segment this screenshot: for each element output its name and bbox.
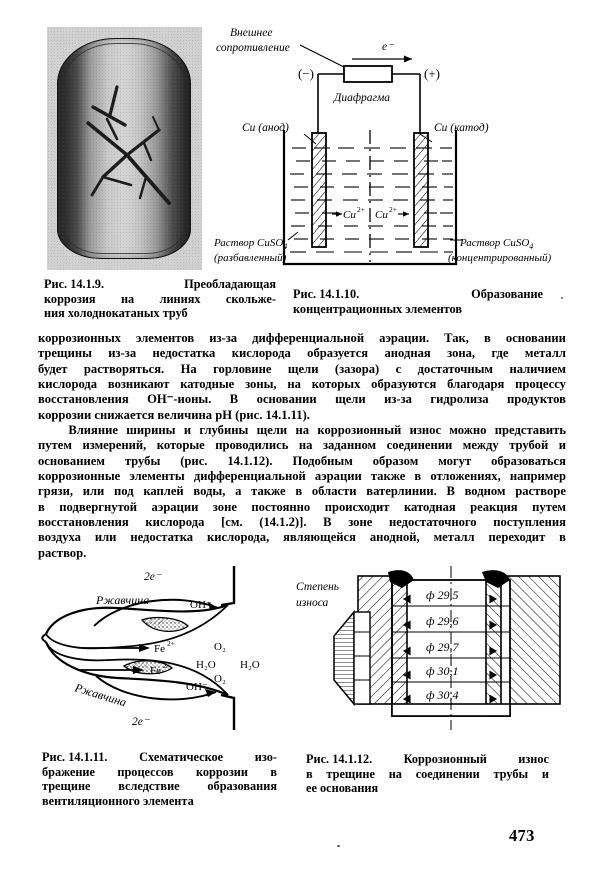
photo-frame	[47, 27, 202, 270]
solution-right-line1: Раствор CuSO	[460, 237, 530, 249]
water-right-label: H₂O	[240, 659, 260, 671]
diameter-label-3: ф 29,7	[426, 640, 459, 654]
concentration-cell-svg	[212, 18, 582, 273]
solution-left-label	[213, 232, 298, 264]
svg-text:Раствор CuSO4	[213, 237, 287, 251]
body-text	[38, 331, 566, 561]
terminal-negative-label: (−)	[298, 66, 314, 81]
diameter-label-5: ф 30,4	[426, 688, 459, 702]
metal-wall-top	[221, 566, 234, 605]
cathode-electrode	[414, 133, 428, 247]
iron-ion-top-charge: 2+	[167, 639, 175, 648]
svg-text:Раствор CuSO4	[459, 237, 533, 251]
diaphragm-label: Диафрагма	[334, 92, 391, 104]
caption-figure-14-1-12: Рис. 14.1.12. Коррозионный износ в трещине на соединении трубы и ее основания	[306, 752, 549, 796]
cu-ion-right-charge: 2+	[389, 205, 397, 214]
anode-electrode	[312, 133, 326, 247]
electron-flow-label: e⁻	[382, 41, 394, 53]
metal-wall-bottom	[221, 695, 234, 730]
cathode-label: Cu (катод)	[434, 122, 489, 134]
corrosion-cracks-icon	[47, 27, 202, 270]
water-left-label: H₂O	[196, 659, 216, 671]
external-resistance-label-line2: сопротивление	[216, 42, 290, 54]
figure-14-1-9-photo	[47, 27, 202, 270]
wear-degree-label-line2: износа	[296, 597, 329, 609]
cu-ion-left-label: Cu	[343, 209, 356, 221]
solution-left-line1: Раствор CuSO	[214, 237, 284, 249]
rust-bottom-label: Ржавчина	[73, 680, 129, 710]
ion-migration-right	[375, 205, 409, 221]
iron-ion-bottom-label: Fe	[150, 665, 161, 677]
solution-right-subscript: 4	[529, 242, 534, 251]
arrow-head-electron	[404, 56, 412, 63]
external-resistance-label-line1: Внешнее	[230, 27, 273, 39]
oxygen-bottom-label: O₂	[214, 673, 226, 685]
ion-migration-left	[332, 205, 365, 221]
solution-left-subscript: 4	[283, 242, 288, 251]
hydroxide-bottom-label: OH⁻	[186, 681, 208, 693]
crevice-corrosion-svg	[38, 558, 288, 738]
caption-figure-14-1-9: Рис. 14.1.9. Преобладающая коррозия на линиях скольже- ния холоднокатаных труб	[44, 277, 276, 321]
electrons-top-label: 2e⁻	[144, 571, 161, 583]
figure-14-1-10-diagram	[212, 18, 582, 273]
diameter-label-1: ф 29,5	[426, 588, 459, 602]
solution-right-label	[448, 237, 551, 264]
terminal-positive-label: (+)	[424, 66, 440, 81]
resistor-symbol	[344, 66, 392, 82]
figure-14-1-12-diagram	[292, 558, 570, 738]
diameter-label-4: ф 30,1	[426, 664, 459, 678]
caption-figure-14-1-10: Рис. 14.1.10. Образование концентрационных элементов	[293, 287, 543, 316]
paragraph-2: Влияние ширины и глубины щели на коррозионный износ можно представить путем измерений, которые проводились на заданном соединении между трубой и основанием трубы (рис. 14.1.12). Подобным образом могут образоваться коррозионные элементы дифференциальной аэрации также в отложениях, например грязи, или под каплей воды, а также в области ватерлинии. В водном растворе в подвергнутой аэрации зоне постоянно происходит катодная реакция путем восстановления кислорода [см. (14.1.2)]. В зоне недостаточного поступления воздуха или недостатка кислорода, являющейся анодной, металл переходит в раствор.	[38, 423, 566, 560]
hydroxide-top-label: OH⁻	[190, 599, 212, 611]
pipe-wall-left	[392, 580, 407, 716]
oxygen-top-label: O₂	[214, 641, 226, 653]
page-number: 473	[509, 826, 535, 845]
rust-top-label: Ржавчина	[96, 593, 150, 607]
solution-left-line2: (разбавленный)	[214, 252, 287, 264]
iron-ion-bottom-charge: 2+	[163, 661, 171, 670]
scan-speck-2	[337, 845, 340, 847]
scan-speck-1	[561, 297, 563, 299]
figure-14-1-11-diagram	[38, 558, 288, 738]
paragraph-1: коррозионных элементов из-за дифференциальной аэрации. Так, в основании трещины из-за недостатка кислорода образуется анодная зона, где металл будет растворяться. На горловине щели (зазора) с достаточным наличием кислорода возникают катодные зоны, на которых образуются благодаря процессу восстановления OH⁻-ионы. В основании щели из-за гидролиза продуктов коррозии снижается величина pH (рис. 14.1.11).	[38, 331, 566, 422]
diameter-label-2: ф 29,6	[426, 614, 459, 628]
cu-ion-left-charge: 2+	[357, 205, 365, 214]
iron-ion-top-label: Fe	[154, 643, 165, 655]
solution-right-line2: (концентрированный)	[448, 252, 552, 264]
wear-degree-label-line1: Степень	[296, 581, 340, 593]
pipe-joint-wear-svg	[292, 558, 570, 738]
anode-label: Cu (анод)	[242, 122, 289, 134]
wear-profile-column	[354, 612, 370, 704]
caption-figure-14-1-11: Рис. 14.1.11. Схематическое изо- бражение процессов коррозии в трещине вследствие образования вентиляционного элемента	[42, 750, 277, 808]
electrons-bottom-label: 2e⁻	[132, 716, 149, 728]
wear-profile-wedge	[334, 612, 354, 704]
cu-ion-right-label: Cu	[375, 209, 388, 221]
